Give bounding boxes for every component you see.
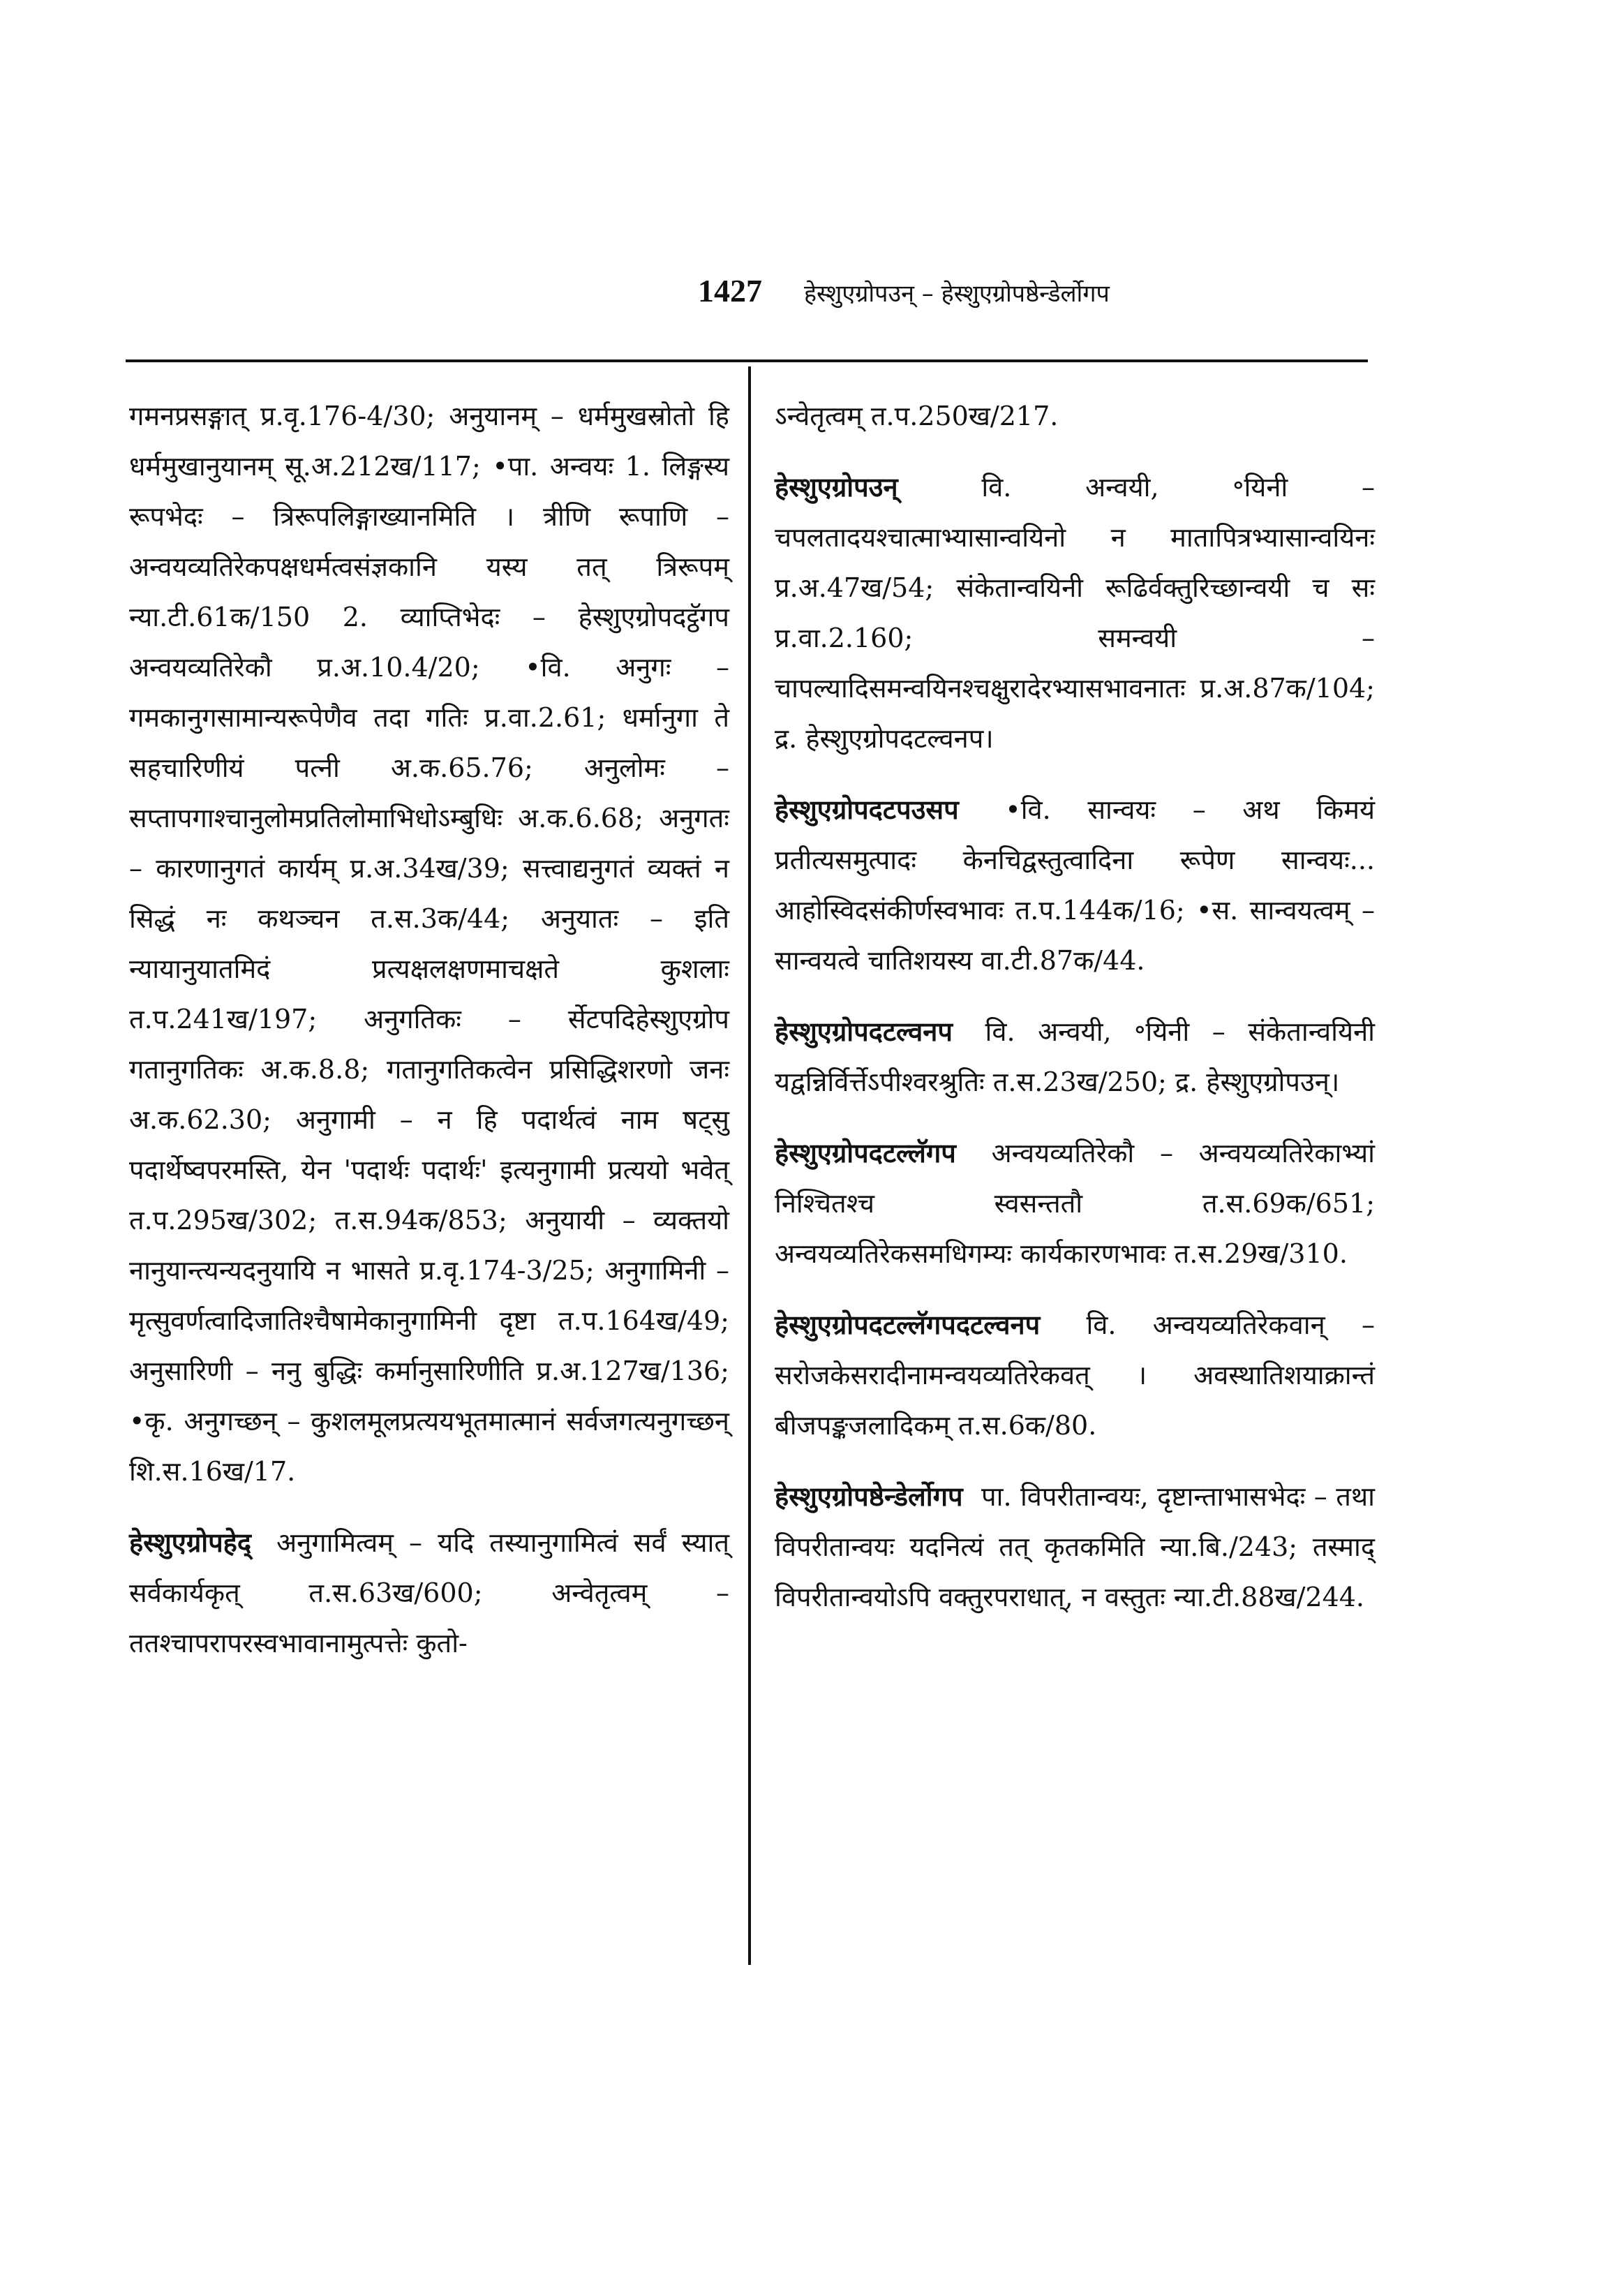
entry-text: वि. अन्वयी, ॰यिनी – संकेतान्वयिनी यद्वन्निर्विर्त्तेऽपीश्वरश्रुतिः त.स.23ख/250; द्र. हेस्शुएग्रोपउन्। — [775, 1016, 1375, 1097]
entry-headword: हेस्शुएग्रोपहेद् — [129, 1527, 252, 1558]
entry-text: अन्वयव्यतिरेकौ – अन्वयव्यतिरेकाभ्यां निश्चितश्च स्वसन्ततौ त.स.69क/651; अन्वयव्यतिरेकसमधिगम्यः कार्यकारणभावः त.स.29ख/310. — [775, 1138, 1375, 1269]
dictionary-entry — [775, 391, 1375, 441]
dictionary-entry — [775, 1300, 1375, 1450]
entry-text: वि. अन्वयी, ॰यिनी – चपलतादयश्चात्माभ्यासान्वयिनो न मातापित्रभ्यासान्वयिनः प्र.अ.47ख/54; संकेतान्वयिनी रूढिर्वक्तुरिच्छान्वयी च सः प्र.वा.2.160; समन्वयी – चापल्यादिसमन्वयिनश्चक्षुरादेरभ्यासभावनातः प्र.अ.87क/104; द्र. हेस्शुएग्रोपदटल्वनप। — [775, 472, 1375, 754]
header-rule — [126, 359, 1368, 362]
entry-text: गमनप्रसङ्गात् प्र.वृ.176-4/30; अनुयानम् – धर्ममुखस्रोतो हि धर्ममुखानुयानम् सू.अ.212ख/117; •पा. अन्वयः 1. लिङ्गस्य रूपभेदः – त्रिरूपलिङ्गाख्यानमिति । त्रीणि रूपाणि – अन्वयव्यतिरेकपक्षधर्मत्वसंज्ञकानि यस्य तत् त्रिरूपम् न्या.टी.61क/150 2. व्याप्तिभेदः – हेस्शुएग्रोपदट्ठॅगप अन्वयव्यतिरेकौ प्र.अ.10.4/20; •वि. अनुगः – गमकानुगसामान्यरूपेणैव तदा गतिः प्र.वा.2.61; धर्मानुगा ते सहचारिणीयं पत्नी अ.क.65.76; अनुलोमः – सप्तापगाश्चानुलोमप्रतिलोमाभिधोऽम्बुधिः अ.क.6.68; अनुगतः – कारणानुगतं कार्यम् प्र.अ.34ख/39; सत्त्वाद्यनुगतं व्यक्तं न सिद्धं नः कथञ्चन त.स.3क/44; अनुयातः – इति न्यायानुयातमिदं प्रत्यक्षलक्षणमाचक्षते कुशलाः त.प.241ख/197; अनुगतिकः – र्सेटपदिहेस्शुएग्रोप गतानुगतिकः अ.क.8.8; गतानुगतिकत्वेन प्रसिद्धिशरणो जनः अ.क.62.30; अनुगामी – न हि पदार्थत्वं नाम षट्सु पदार्थेष्वपरमस्ति, येन 'पदार्थः पदार्थः' इत्यनुगामी प्रत्ययो भवेत् त.प.295ख/302; त.स.94क/853; अनुयायी – व्यक्तयो नानुयान्त्यन्यदनुयायि न भासते प्र.वृ.174-3/25; अनुगामिनी – मृत्सुवर्णत्वादिजातिश्चैषामेकानुगामिनी दृष्टा त.प.164ख/49; अनुसारिणी – ननु बुद्धिः कर्मानुसारिणीति प्र.अ.127ख/136; •कृ. अनुगच्छन् – कुशलमूलप्रत्ययभूतमात्मानं सर्वजगत्यनुगच्छन् शि.स.16ख/17. — [129, 401, 729, 1487]
column-divider — [748, 366, 751, 1965]
entry-headword: हेस्शुएग्रोपदटल्लॅगप — [775, 1138, 956, 1168]
dictionary-entry — [775, 1007, 1375, 1107]
dictionary-entry — [775, 1471, 1375, 1622]
entry-text: •वि. सान्वयः – अथ किमयं प्रतीत्यसमुत्पादः केनचिद्वस्तुत्वादिना रूपेण सान्वयः... आहोस्विदसंकीर्णस्वभावः त.प.144क/16; •स. सान्वयत्वम् – सान्वयत्वे चातिशयस्य वा.टी.87क/44. — [775, 794, 1375, 976]
entry-text: अनुगामित्वम् – यदि तस्यानुगामित्वं सर्वं स्यात् सर्वकार्यकृत् त.स.63ख/600; अन्वेतृत्वम् – ततश्चापरापरस्वभावानामुत्पत्तेः कुतो- — [129, 1527, 729, 1658]
entry-headword: हेस्शुएग्रोपदटल्लॅगपदटल्वनप — [775, 1309, 1041, 1340]
entry-headword: हेस्शुएग्रोपष्ठेन्डेर्लोगप — [775, 1481, 963, 1512]
dictionary-entry — [775, 462, 1375, 764]
running-head: हेस्शुएग्रोपउन् – हेस्शुएग्रोपष्ठेन्डेर्लोगप — [804, 280, 1110, 308]
page-number: 1427 — [698, 273, 762, 309]
entry-headword: हेस्शुएग्रोपदटपउसप — [775, 794, 959, 825]
dictionary-entry — [129, 1517, 729, 1668]
left-column — [129, 391, 729, 1689]
entry-text: ऽन्वेतृत्वम् त.प.250ख/217. — [775, 401, 1059, 431]
right-column — [775, 391, 1375, 1643]
page-header — [698, 272, 1368, 321]
entry-headword: हेस्शुएग्रोपदटल्वनप — [775, 1016, 953, 1047]
entry-text: वि. अन्वयव्यतिरेकवान् – सरोजकेसरादीनामन्वयव्यतिरेकवत् । अवस्थातिशयाक्रान्तं बीजपङ्कजलादिकम् त.स.6क/80. — [775, 1309, 1375, 1441]
dictionary-entry — [129, 391, 729, 1497]
dictionary-entry — [775, 785, 1375, 986]
dictionary-entry — [775, 1128, 1375, 1279]
entry-text: पा. विपरीतान्वयः, दृष्टान्ताभासभेदः – तथा विपरीतान्वयः यदनित्यं तत् कृतकमिति न्या.बि./243; तस्माद् विपरीतान्वयोऽपि वक्तुरपराधात्, न वस्तुतः न्या.टी.88ख/244. — [775, 1481, 1375, 1612]
entry-headword: हेस्शुएग्रोपउन् — [775, 472, 898, 503]
